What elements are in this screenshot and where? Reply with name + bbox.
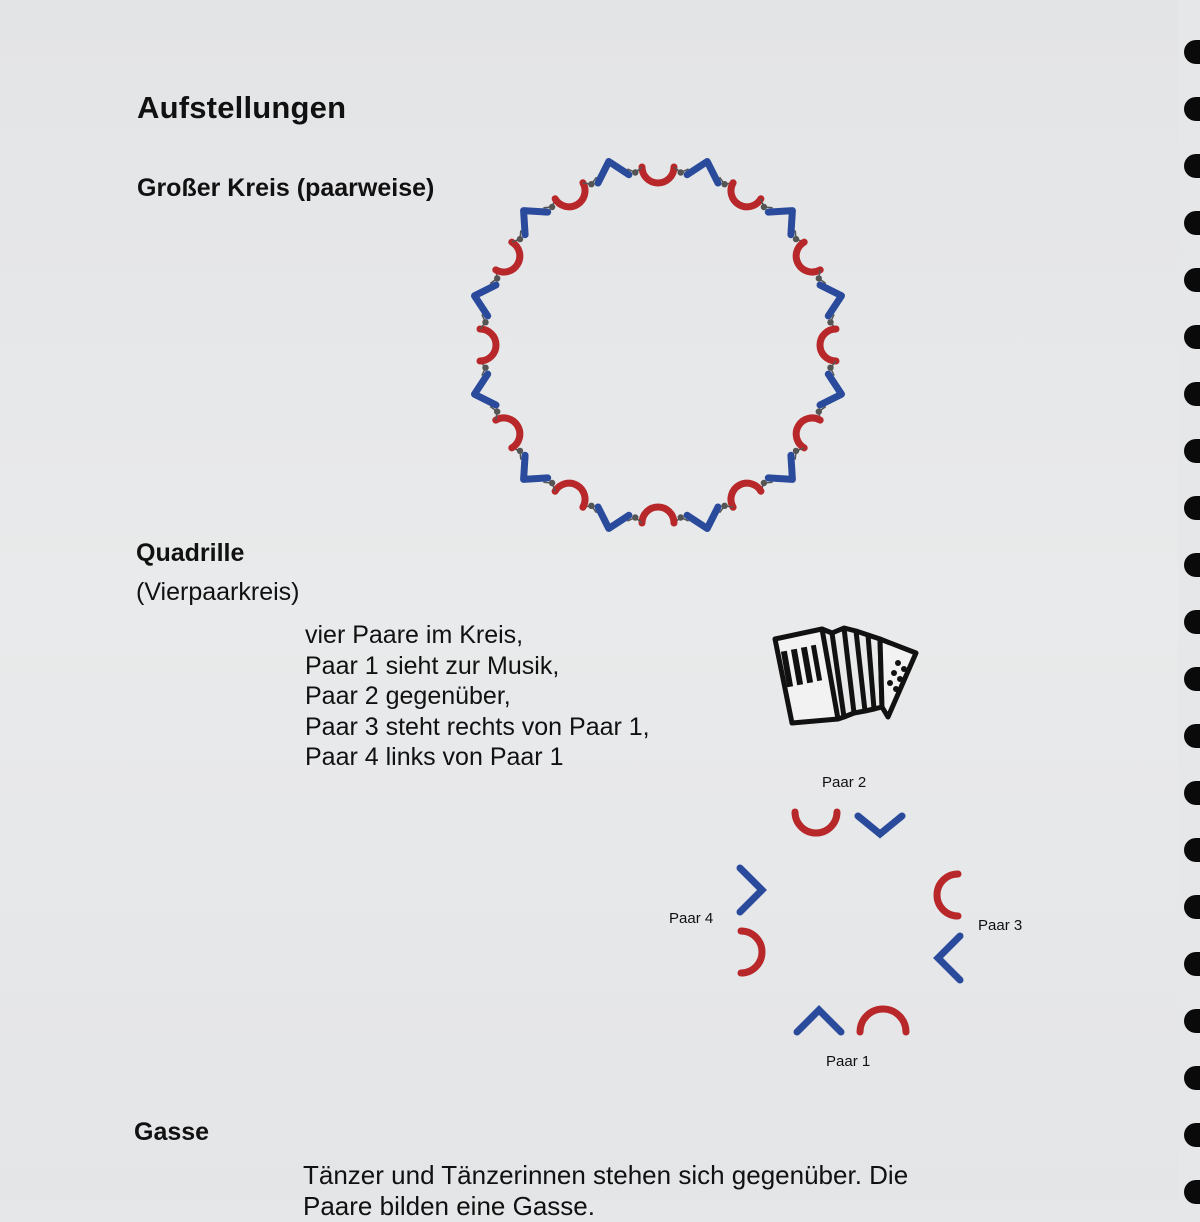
quadrille-line: Paar 3 steht rechts von Paar 1, [305,712,650,741]
arc-icon [860,1009,906,1032]
page-title: Aufstellungen [137,90,347,125]
gasse-line: Paare bilden eine Gasse. [303,1191,595,1221]
arc-icon [795,812,837,833]
pair-1-label: Paar 1 [826,1053,871,1070]
chevron-icon [858,816,902,834]
arc-icon [937,874,958,916]
chevron-icon [740,868,762,912]
pair-2-label: Paar 2 [822,774,867,791]
gasse-line: Tänzer und Tänzerinnen stehen sich gegenüber. Die [303,1160,909,1190]
gasse-heading: Gasse [134,1118,210,1146]
circle-heading: Großer Kreis (paarweise) [137,174,435,202]
quadrille-heading: Quadrille [136,539,245,567]
gasse-description [303,1160,908,1222]
chevron-icon [797,1010,841,1032]
arc-icon [741,931,762,973]
quadrille-line: Paar 2 gegenüber, [305,682,511,710]
quadrille-line: Paar 1 sieht zur Musik, [305,651,560,680]
chevron-icon [938,936,960,980]
pair-4-label: Paar 4 [669,910,714,927]
quadrille-line: Paar 4 links von Paar 1 [305,743,564,771]
quadrille-subheading: (Vierpaarkreis) [136,578,300,606]
pair-3-label: Paar 3 [978,917,1023,934]
quadrille-line: vier Paare im Kreis, [305,621,524,649]
